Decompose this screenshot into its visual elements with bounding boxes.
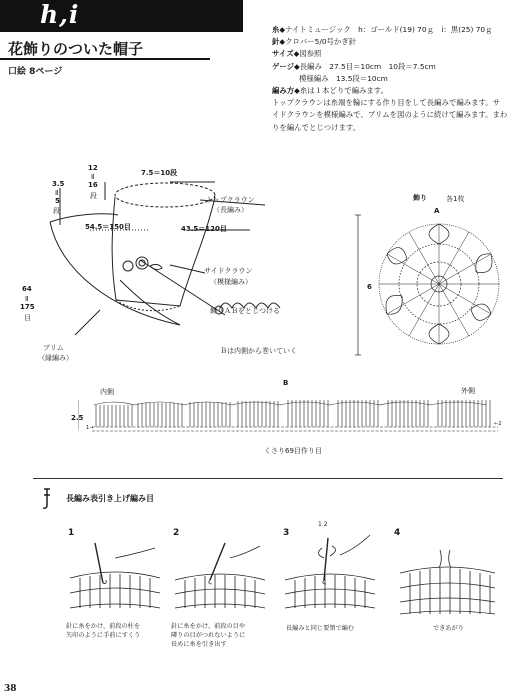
- flower-note: 飾りＡＢをとじつける: [210, 307, 280, 315]
- brim-stitches: 175: [20, 303, 35, 311]
- inner-stitches: 54.5＝150目: [85, 223, 131, 231]
- top-crown-stitches: 43.5＝120目: [181, 225, 227, 233]
- side-crown-label: サイドクラウン: [204, 267, 253, 275]
- top-eq: Ⅱ: [91, 173, 95, 181]
- photo-reference: 口絵 8ページ: [8, 67, 63, 77]
- step-4-caption: できあがり: [433, 625, 464, 632]
- header-bar: [0, 0, 243, 32]
- top-count: 12: [88, 164, 98, 172]
- spec-method-4: りを編んでとじつけます。: [272, 122, 361, 132]
- b-note: Ｂは内側から巻いていく: [220, 347, 297, 355]
- brim-rows-unit: 段: [53, 207, 60, 215]
- step-1-caption: 針に糸をかけ、前段の柱を 矢印のように手前にすくう: [66, 623, 141, 639]
- strip-left-arrow: 1→: [86, 425, 94, 431]
- flower-vertical-rule: [355, 210, 356, 211]
- page-number: 38: [4, 684, 17, 694]
- hat-flower: [123, 257, 162, 271]
- brim-depth: 3.5: [52, 180, 65, 188]
- brim-eq: Ⅱ: [55, 189, 59, 197]
- pattern-code: h,i: [40, 0, 80, 29]
- step-2-caption: 針に糸をかけ、前段の目や 隣りの目がつれないように 長めに糸を引き出す: [171, 623, 246, 648]
- step-4-illustration: [395, 538, 500, 618]
- step-1-illustration: [65, 538, 165, 618]
- spec-method: 編み方◆糸は１本どりで編みます。: [272, 86, 388, 96]
- brim-unit: 目: [24, 314, 31, 322]
- strip-inner: 内側: [100, 388, 114, 396]
- step-3-caption: 長編みと同じ要領で編む: [286, 625, 355, 632]
- spec-gauge-2: 模様編み 13.5段＝10cm: [299, 73, 388, 83]
- section-divider: [33, 478, 503, 479]
- step-2-number: 2: [173, 528, 180, 538]
- spec-size: サイズ◆図参照: [272, 49, 322, 59]
- brim-sub: （縁編み）: [38, 354, 73, 362]
- spec-gauge: ゲージ◆長編み 27.5目＝10cm 10段＝7.5cm: [272, 61, 436, 71]
- flower-size: 6: [367, 283, 372, 291]
- technique-title: 長編み表引き上げ編み目: [66, 494, 154, 503]
- spec-yarn: 糸◆ナイトミュージック h：ゴールド(19) 70ｇ i：黒(25) 70ｇ: [272, 25, 493, 34]
- flower-count: 各1枚: [446, 195, 465, 203]
- hook-symbol-icon: [40, 485, 54, 511]
- hat-diagram: [30, 160, 350, 370]
- flower-letter: A: [434, 207, 440, 215]
- strip-b-chart: [78, 395, 503, 445]
- brim-eq2: Ⅱ: [25, 295, 29, 303]
- step-3-number: 3: [283, 528, 290, 538]
- strip-letter: B: [283, 379, 289, 387]
- strip-height: 2.5: [71, 414, 84, 422]
- spec-method-3: イドクラウンを模様編みで、ブリムを図のように続けて編みます。まわ: [272, 110, 508, 120]
- step-3-illustration: [280, 530, 380, 618]
- step-2-illustration: [170, 538, 270, 618]
- title-underline: [0, 58, 210, 60]
- flower-a-chart: [355, 210, 510, 360]
- strip-outer: 外側: [461, 387, 475, 395]
- spec-needle: 針◆クロバー5/0号かぎ針: [272, 37, 357, 47]
- strip-right-arrow: ←2: [494, 421, 502, 427]
- top-rows-unit: 段: [90, 192, 97, 200]
- step-3-marks: 1 2: [318, 521, 328, 528]
- top-crown-label: トップクラウン: [206, 196, 255, 204]
- top-depth: 7.5＝10段: [141, 169, 178, 177]
- spec-block: [272, 24, 512, 134]
- step-4-number: 4: [394, 528, 401, 538]
- brim-rows: 5: [55, 197, 60, 205]
- step-1-number: 1: [68, 528, 75, 538]
- strip-chain: くさり69目作り目: [264, 447, 322, 455]
- top-rows: 16: [88, 181, 98, 189]
- brim-label: ブリム: [43, 344, 64, 352]
- flower-title: 飾り: [413, 194, 427, 202]
- side-crown-sub: （模様編み）: [210, 278, 252, 286]
- brim-circ: 64: [22, 285, 32, 293]
- spec-method-2: トップクラウンは糸端を輪にする作り目をして長編みで編みます。サ: [272, 98, 501, 108]
- top-crown-sub: （長編み）: [213, 206, 248, 214]
- pattern-title: 花飾りのついた帽子: [8, 40, 144, 58]
